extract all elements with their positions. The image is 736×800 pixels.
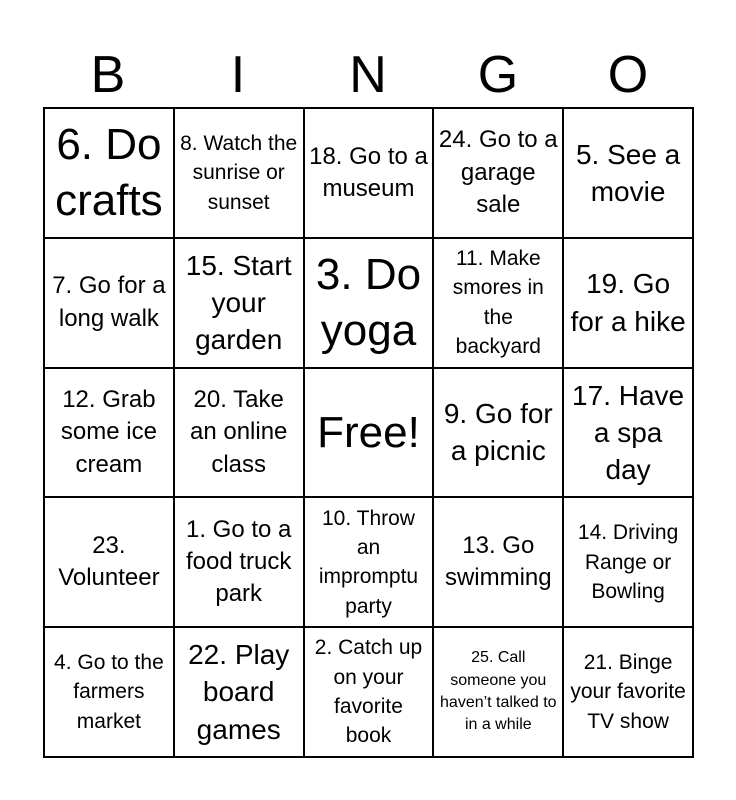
cell-text: 17. Have a spa day — [572, 379, 685, 486]
bingo-cell[interactable] — [45, 498, 175, 628]
cell-text: 20. Take an online class — [189, 385, 288, 478]
bingo-cell[interactable] — [45, 239, 175, 369]
free-space-label: Free! — [317, 407, 420, 457]
bingo-cell[interactable] — [434, 498, 564, 628]
bingo-cell[interactable] — [45, 109, 175, 239]
bingo-cell[interactable] — [434, 239, 564, 369]
cell-text: 9. Go for a picnic — [443, 398, 553, 467]
header-letter-g: G — [477, 46, 519, 104]
bingo-cell-free[interactable] — [305, 369, 435, 499]
cell-text: 5. See a movie — [575, 138, 681, 207]
bingo-cell[interactable] — [175, 369, 305, 499]
bingo-cell[interactable] — [45, 369, 175, 499]
header-letter-n: N — [349, 46, 387, 104]
bingo-board — [43, 107, 694, 758]
header-letter-o: O — [607, 46, 649, 104]
cell-text: 4. Go to the farmers market — [54, 651, 164, 733]
bingo-cell[interactable] — [305, 109, 435, 239]
bingo-cell[interactable] — [305, 498, 435, 628]
cell-text: 10. Throw an impromptu party — [318, 506, 419, 618]
cell-text: 14. Driving Range or Bowling — [577, 521, 679, 603]
bingo-cell[interactable] — [564, 109, 694, 239]
bingo-cell[interactable] — [175, 239, 305, 369]
bingo-cell[interactable] — [564, 239, 694, 369]
cell-text: 15. Start your garden — [185, 249, 292, 356]
cell-text: 23. Volunteer — [58, 531, 160, 592]
cell-text: 21. Binge your favorite TV show — [570, 651, 686, 733]
bingo-cell[interactable] — [434, 369, 564, 499]
cell-text: 3. Do yoga — [315, 250, 422, 355]
cell-text: 25. Call someone you haven’t talked to in a while — [440, 649, 557, 734]
bingo-cell[interactable] — [434, 628, 564, 758]
cell-text: 19. Go for a hike — [570, 268, 686, 337]
bingo-cell[interactable] — [175, 498, 305, 628]
cell-text: 12. Grab some ice cream — [60, 385, 157, 478]
bingo-cell[interactable] — [175, 109, 305, 239]
bingo-header — [43, 42, 693, 108]
bingo-cell[interactable] — [45, 628, 175, 758]
cell-text: 22. Play board games — [188, 639, 290, 745]
cell-text: 6. Do crafts — [55, 120, 163, 225]
cell-text: 18. Go to a museum — [309, 142, 428, 202]
bingo-cell[interactable] — [434, 109, 564, 239]
bingo-cell[interactable] — [564, 498, 694, 628]
cell-text: 1. Go to a food truck park — [185, 515, 292, 608]
cell-text: 11. Make smores in the backyard — [452, 246, 544, 359]
cell-text: 7. Go for a long walk — [52, 272, 166, 332]
bingo-cell[interactable] — [305, 239, 435, 369]
cell-text: 2. Catch up on your favorite book — [314, 636, 423, 748]
bingo-cell[interactable] — [564, 369, 694, 499]
bingo-cell[interactable] — [564, 628, 694, 758]
cell-text: 8. Watch the sunrise or sunset — [180, 131, 298, 214]
header-letter-b: B — [90, 46, 126, 104]
bingo-cell[interactable] — [175, 628, 305, 758]
bingo-cell[interactable] — [305, 628, 435, 758]
cell-text: 13. Go swimming — [444, 531, 552, 592]
header-letter-i: I — [230, 46, 246, 104]
cell-text: 24. Go to a garage sale — [438, 126, 558, 219]
